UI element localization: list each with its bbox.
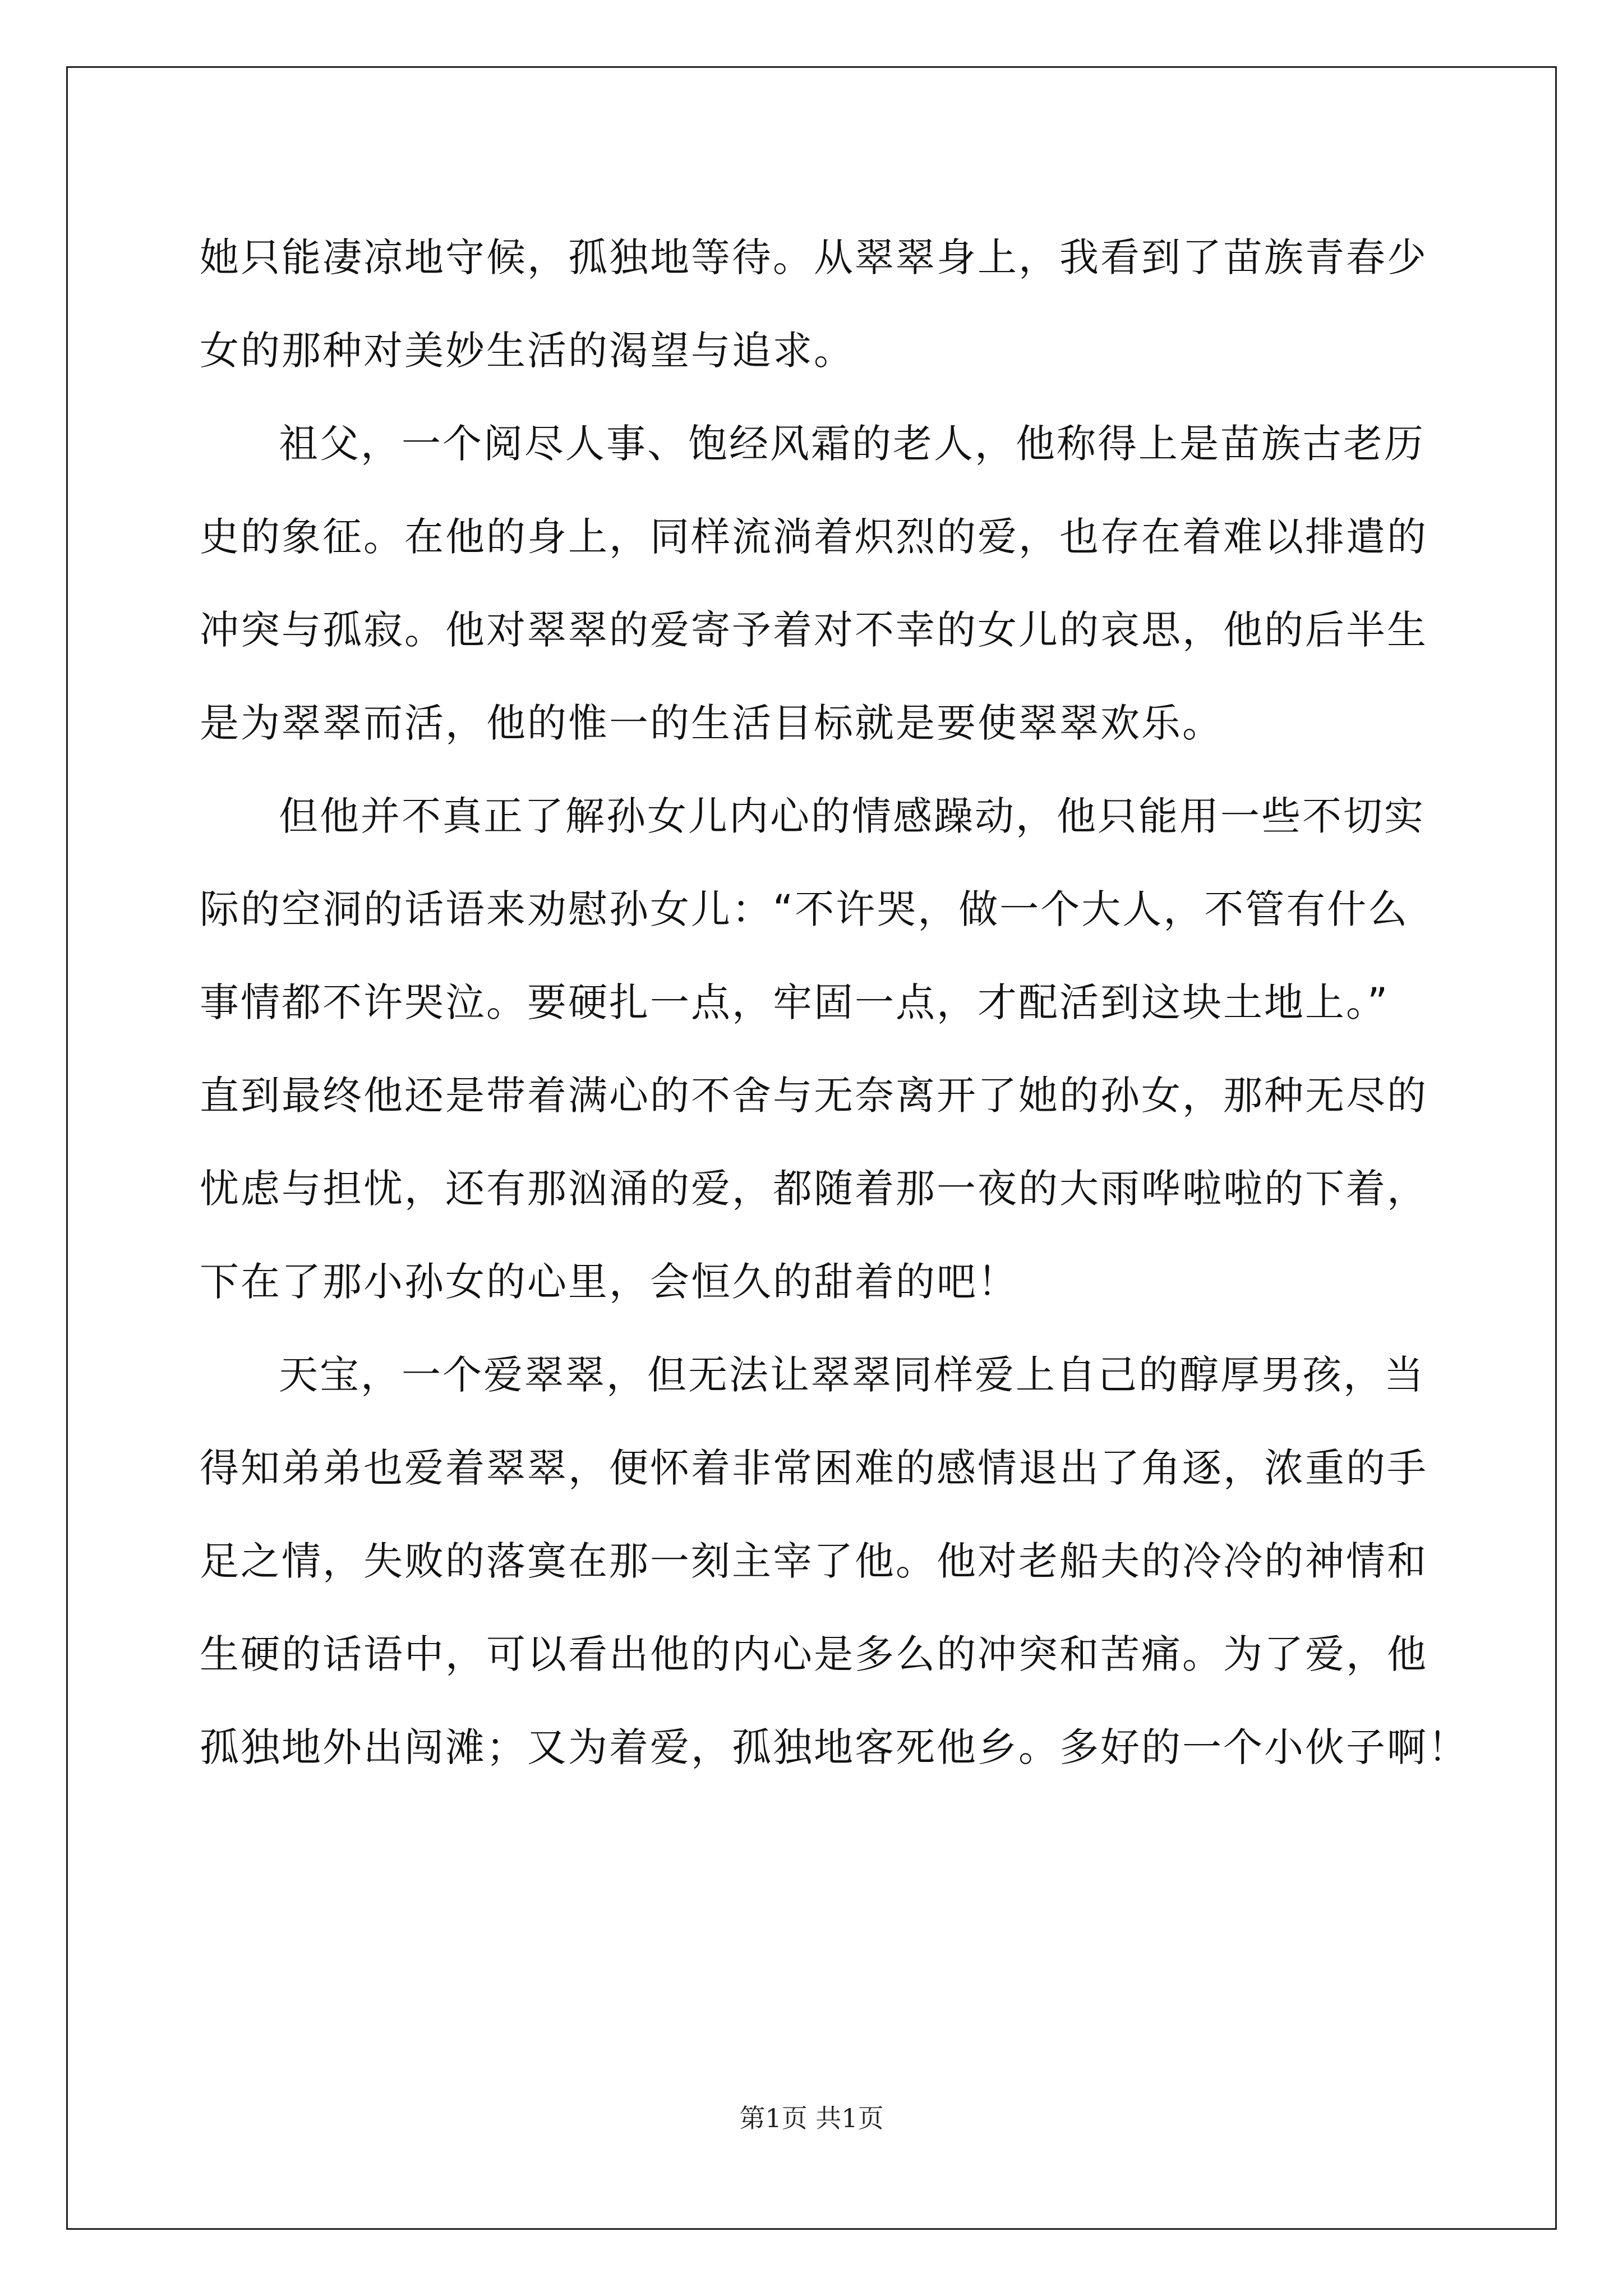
- document-body: [200, 211, 1469, 1794]
- text-line: 际的空洞的话语来劝慰孙女儿：“不许哭，做一个大人，不管有什么: [200, 886, 1409, 932]
- text-line: 是为翠翠而活，他的惟一的生活目标就是要使翠翠欢乐。: [200, 700, 1223, 746]
- page-footer: [0, 2098, 1623, 2135]
- text-line: 生硬的话语中，可以看出他的内心是多么的冲突和苦痛。为了爱，他: [200, 1631, 1428, 1677]
- text-line: 她只能凄凉地守候，孤独地等待。从翠翠身上，我看到了苗族青春少: [200, 234, 1428, 280]
- text-line: 足之情，失败的落寞在那一刻主宰了他。他对老船夫的冷冷的神情和: [200, 1538, 1428, 1584]
- paragraph-start-line: 但他并不真正了解孙女儿内心的情感躁动，他只能用一些不切实: [279, 793, 1425, 839]
- text-line: 直到最终他还是带着满心的不舍与无奈离开了她的孙女，那种无尽的: [200, 1073, 1428, 1119]
- paragraph-start-line: 天宝，一个爱翠翠，但无法让翠翠同样爱上自己的醇厚男孩，当: [279, 1352, 1425, 1398]
- text-line: 得知弟弟也爱着翠翠，便怀着非常困难的感情退出了角逐，浓重的手: [200, 1445, 1428, 1491]
- text-line: 冲突与孤寂。他对翠翠的爱寄予着对不幸的女儿的哀思，他的后半生: [200, 607, 1428, 653]
- text-line: 女的那种对美妙生活的渴望与追求。: [200, 328, 855, 374]
- text-line: 孤独地外出闯滩；又为着爱，孤独地客死他乡。多好的一个小伙子啊！: [200, 1724, 1469, 1770]
- text-line: 史的象征。在他的身上，同样流淌着炽烈的爱，也存在着难以排遣的: [200, 514, 1428, 560]
- text-line: 忧虑与担忧，还有那汹涌的爱，都随着那一夜的大雨哗啦啦的下着，: [200, 1166, 1428, 1212]
- page-number: 第1页 共1页: [739, 2103, 884, 2133]
- text-line: 事情都不许哭泣。要硬扎一点，牢固一点，才配活到这块土地上。”: [200, 979, 1390, 1025]
- text-line: 下在了那小孙女的心里，会恒久的甜着的吧！: [200, 1259, 1018, 1305]
- paragraph-start-line: 祖父，一个阅尽人事、饱经风霜的老人，他称得上是苗族古老历: [279, 421, 1425, 467]
